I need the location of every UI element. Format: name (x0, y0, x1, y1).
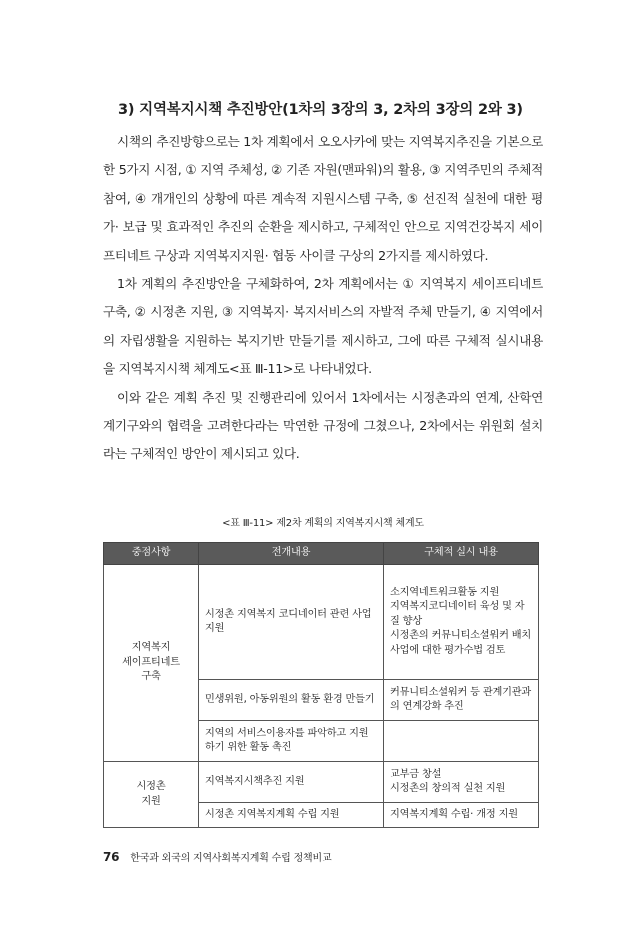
policy-system-table (103, 542, 539, 828)
table-cell (384, 721, 539, 762)
group-label-text: 지역복지 세이프티네트 구축 (122, 642, 180, 683)
cell-text: 교부금 창설 시정촌의 창의적 실천 지원 (390, 768, 506, 794)
table-cell (384, 762, 539, 803)
body-text (103, 128, 543, 469)
running-title: 한국과 외국의 지역사회복지계획 수립 정책비교 (130, 853, 332, 864)
table-cell: 시정촌 지역복지계획 수립 지원 (199, 803, 384, 828)
table-cell: 지역복지시책추진 지원 (199, 762, 384, 803)
header-implementation: 구체적 실시 내용 (384, 543, 539, 565)
table-cell: 민생위원, 아동위원의 활동 환경 만들기 (199, 680, 384, 721)
table-row (104, 565, 539, 680)
table-header-row (104, 543, 539, 565)
section-heading: 3) 지역복지시책 추진방안(1차의 3장의 3, 2차의 3장의 2와 3) (118, 102, 523, 118)
table-caption: <표 Ⅲ-11> 제2차 계획의 지역복지시책 체계도 (222, 518, 424, 529)
group-label-municipal (104, 762, 199, 828)
cell-text: 소지역네트워크활동 지원 지역복지코디네이터 육성 및 자질 향상 시정촌의 커뮤니티소셜워커 배치사업에 대한 평가수법 검토 (390, 586, 532, 656)
paragraph-3: 이와 같은 계획 추진 및 진행관리에 있어서 1차에서는 시정촌과의 연계, 산학연계기구와의 협력을 고려한다라는 막연한 규정에 그쳤으나, 2차에서는 위원회 설치라는 구체적인 방안이 제시되고 있다. (103, 389, 543, 462)
paragraph-2: 1차 계획의 추진방안을 구체화하여, 2차 계획에서는 ① 지역복지 세이프티네트 구축, ② 시정촌 지원, ③ 지역복지· 복지서비스의 자발적 주체 만들기, ④ 지역에서의 자립생활을 지원하는 복지기반 만들기를 제시하고, 그에 따른 구체적 실시내용을 지역복지시책 체계도<표 Ⅲ-11>로 나타내었다. (103, 276, 543, 377)
header-development: 전개내용 (199, 543, 384, 565)
table-row (104, 762, 539, 803)
table-cell: 커뮤니티소셜워커 등 관계기관과의 연계강화 추진 (384, 680, 539, 721)
header-focus: 중점사항 (104, 543, 199, 565)
paragraph-1: 시책의 추진방향으로는 1차 계획에서 오오사카에 맞는 지역복지추진을 기본으로 한 5가지 시점, ① 지역 주체성, ② 기존 자원(맨파워)의 활용, ③ 지역주민의 주체적 참여, ④ 개개인의 상황에 따른 계속적 지원시스템 구축, ⑤ 선진적 실천에 대한 평가· 보급 및 효과적인 추진의 순환을 제시하고, 구체적인 안으로 지역건강복지 세이프티네트 구상과 지역복지지원· 협동 사이클 구상의 2가지를 제시하였다. (103, 134, 543, 263)
table-cell: 지역복지계획 수립· 개정 지원 (384, 803, 539, 828)
table-cell: 지역의 서비스이용자를 파악하고 지원하기 위한 활동 촉진 (199, 721, 384, 762)
group-label-safety-net (104, 565, 199, 762)
page-number: 76 (103, 850, 120, 864)
group-label-text: 시정촌 지원 (136, 781, 166, 807)
table-cell: 시정촌 지역복지 코디네이터 관련 사업 지원 (199, 565, 384, 680)
page-footer (103, 849, 331, 864)
table-cell (384, 565, 539, 680)
